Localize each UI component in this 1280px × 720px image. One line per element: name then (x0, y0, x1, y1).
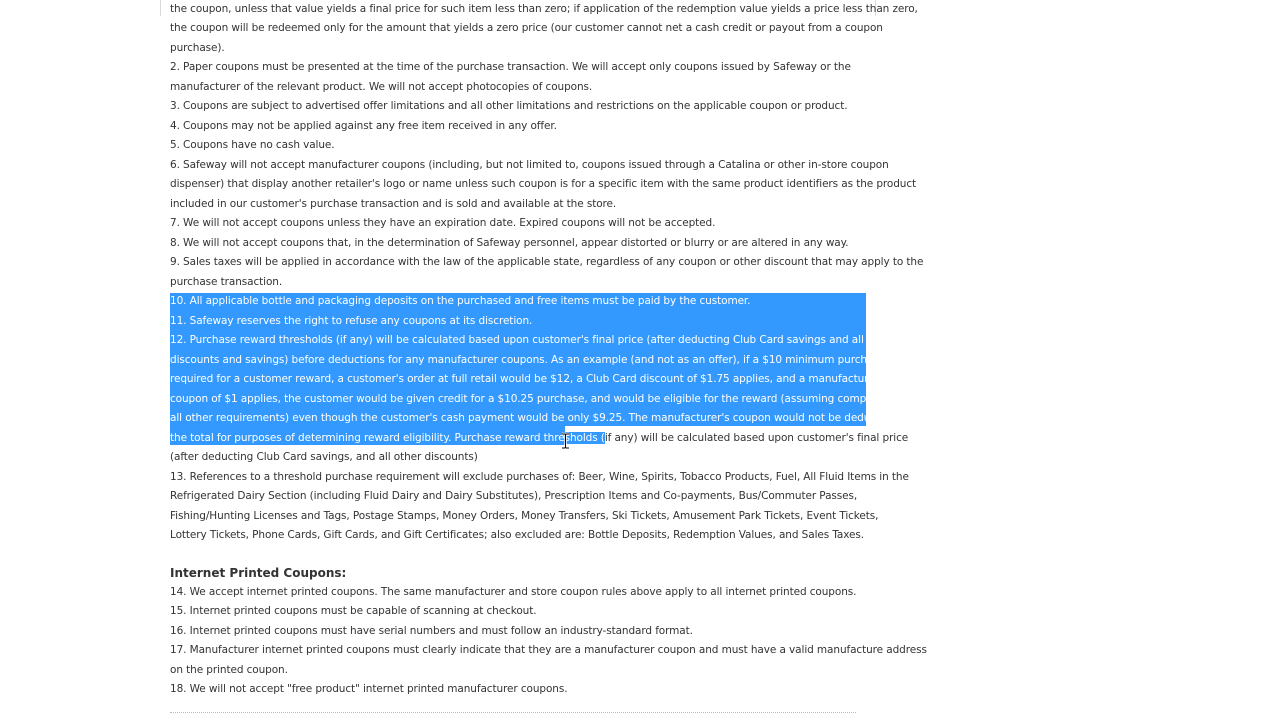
terms-content[interactable] (170, 0, 927, 720)
terms-line: 8. We will not accept coupons that, in the determination of Safeway personnel, appear distorted or blurry or are altered in any way. (170, 236, 849, 249)
selected-terms-line: 11. Safeway reserves the right to refuse any coupons at its discretion. (170, 314, 533, 327)
terms-line: dispenser) that display another retailer's logo or name unless such coupon is for a specific item with the same product identifiers as the product (170, 178, 917, 190)
terms-line: 6. Safeway will not accept manufacturer coupons (including, but not limited to, coupons issued through a Catalina or other in-store coupon (170, 158, 889, 171)
selected-terms-line: all other requirements) even though the customer's cash payment would be only $9.25. The manufacturer's coupon would not be deducted from (170, 412, 921, 424)
terms-line: 13. References to a threshold purchase requirement will exclude purchases of: Beer, Wine, Spirits, Tobacco Products, Fuel, All Fluid Items in the (170, 470, 909, 483)
partially-selected-line (170, 429, 908, 449)
terms-line: 17. Manufacturer internet printed coupons must clearly indicate that they are a manufacturer coupon and must have a valid manufacture address (170, 644, 927, 656)
terms-line: 9. Sales taxes will be applied in accordance with the law of the applicable state, regardless of any coupon or other discount that may apply to the (170, 256, 924, 268)
terms-line: Fishing/Hunting Licenses and Tags, Postage Stamps, Money Orders, Money Transfers, Ski Tickets, Amusement Park Tickets, Event Tickets, (170, 509, 879, 522)
terms-line: included in our customer's purchase transaction and is sold and available at the store. (170, 197, 617, 210)
terms-line: Lottery Tickets, Phone Cards, Gift Cards, and Gift Certificates; also excluded are: Bottle Deposits, Redemption Values, and Sales Taxes. (170, 529, 865, 541)
terms-line: purchase). (170, 41, 225, 54)
terms-line: manufacturer of the relevant product. We will not accept photocopies of coupons. (170, 80, 593, 93)
unselected-text-fragment: if any) will be calculated based upon customer's final price (604, 431, 909, 444)
terms-line: 15. Internet printed coupons must be capable of scanning at checkout. (170, 605, 537, 617)
terms-line: (after deducting Club Card savings, and all other discounts) (170, 451, 478, 463)
terms-line: the coupon will be redeemed only for the amount that yields a zero price (our customer cannot net a cash credit or payout from a coupon (170, 22, 883, 34)
selected-terms-line: required for a customer reward, a customer's order at full retail would be $12, a Club Card discount of $1.75 applies, and a manufacturer's (170, 373, 887, 385)
terms-line: 4. Coupons may not be applied against any free item received in any offer. (170, 119, 557, 132)
terms-line: 16. Internet printed coupons must have serial numbers and must follow an industry-standard format. (170, 624, 693, 637)
selected-text-fragment: the total for purposes of determining reward eligibility. Purchase reward thresholds ( (170, 431, 605, 444)
terms-line: the coupon, unless that value yields a final price for such item less than zero; if application of the redemption value yields a price less than zero, (170, 2, 918, 15)
terms-line: 5. Coupons have no cash value. (170, 139, 335, 151)
selected-terms-line: 10. All applicable bottle and packaging deposits on the purchased and free items must be paid by the customer. (170, 295, 751, 307)
section-heading: Internet Printed Coupons: (170, 566, 347, 580)
terms-line: purchase transaction. (170, 275, 283, 288)
terms-line: 14. We accept internet printed coupons. The same manufacturer and store coupon rules above apply to all internet printed coupons. (170, 585, 857, 598)
text-cursor-icon (561, 433, 570, 449)
terms-line: on the printed coupon. (170, 663, 288, 676)
selected-terms-line: 12. Purchase reward thresholds (if any) will be calculated based upon customer's final price (after deducting Club Card savings and all other (170, 334, 895, 346)
section-divider (170, 712, 856, 713)
terms-line: Refrigerated Dairy Section (including Fluid Dairy and Dairy Substitutes), Prescription Items and Co-payments, Bus/Commuter Passes, (170, 490, 858, 502)
column-rule-left (160, 0, 161, 16)
terms-line: 2. Paper coupons must be presented at the time of the purchase transaction. We will accept only coupons issued by Safeway or the (170, 61, 851, 73)
selected-terms-line: coupon of $1 applies, the customer would be given credit for a $10.25 purchase, and would be eligible for the reward (assuming compliance with (170, 392, 922, 405)
selected-terms-line: discounts and savings) before deductions for any manufacturer coupons. As an example (and not as an offer), if a $10 minimum purchase is (170, 353, 897, 366)
terms-line: 7. We will not accept coupons unless they have an expiration date. Expired coupons will not be accepted. (170, 217, 716, 229)
terms-line: 18. We will not accept "free product" internet printed manufacturer coupons. (170, 683, 568, 695)
terms-line: 3. Coupons are subject to advertised offer limitations and all other limitations and restrictions on the applicable coupon or product. (170, 100, 848, 112)
